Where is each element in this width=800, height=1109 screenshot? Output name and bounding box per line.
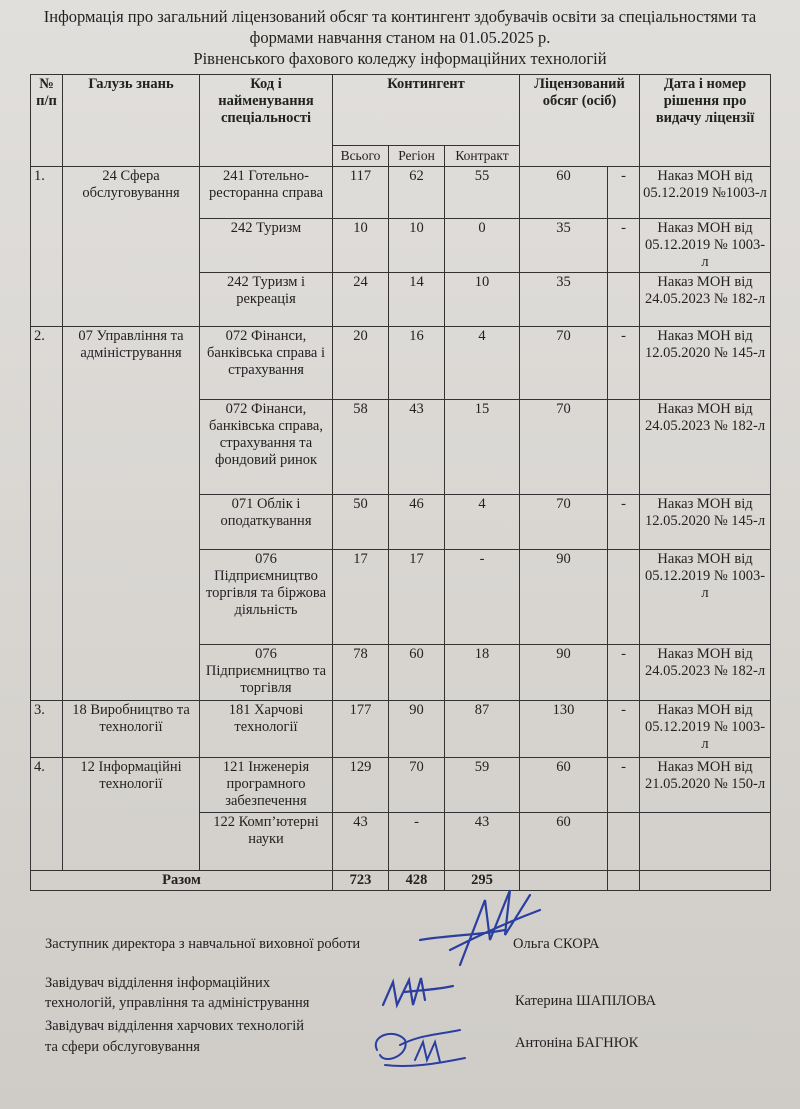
row-dash: -: [608, 219, 640, 273]
row-total: 129: [333, 758, 389, 813]
row-decision: Наказ МОН від 24.05.2023 № 182-л: [640, 645, 771, 701]
signature-name-1: Ольга СКОРА: [513, 936, 600, 952]
header-contingent: Контингент: [333, 75, 520, 146]
table-row: [31, 701, 771, 758]
header-total: Всього: [333, 146, 389, 167]
row-total: 43: [333, 813, 389, 871]
header-decision: Дата і номер рішення про видачу ліцензії: [640, 75, 771, 167]
header-region: Регіон: [389, 146, 445, 167]
row-contract: 10: [445, 273, 520, 327]
summary-row: [31, 871, 771, 891]
row-code: 076 Підприємництво та торгівля: [200, 645, 333, 701]
row-total: 20: [333, 327, 389, 400]
document-title: [20, 6, 780, 69]
row-total: 24: [333, 273, 389, 327]
row-dash: -: [608, 645, 640, 701]
title-line-2: формами навчання станом на 01.05.2025 р.: [249, 28, 551, 47]
row-total: 58: [333, 400, 389, 495]
signature-position-2b: технологій, управління та адміністрування: [45, 995, 310, 1011]
row-dash: -: [608, 495, 640, 550]
row-region: 70: [389, 758, 445, 813]
row-license: 90: [520, 645, 608, 701]
row-code: 242 Туризм: [200, 219, 333, 273]
row-code: 071 Облік і оподаткування: [200, 495, 333, 550]
row-contract: 87: [445, 701, 520, 758]
row-region: 46: [389, 495, 445, 550]
title-line-3: Рівненського фахового коледжу інформаційних технологій: [193, 49, 607, 68]
row-license: 35: [520, 219, 608, 273]
row-total: 17: [333, 550, 389, 645]
row-total: 177: [333, 701, 389, 758]
row-license: 70: [520, 400, 608, 495]
row-contract: 4: [445, 327, 520, 400]
row-num: 4.: [31, 758, 63, 871]
row-code: 241 Готельно-ресторанна справа: [200, 167, 333, 219]
row-total: 78: [333, 645, 389, 701]
row-code: 181 Харчові технології: [200, 701, 333, 758]
summary-total: 723: [333, 871, 389, 891]
row-license: 90: [520, 550, 608, 645]
row-dash: -: [608, 758, 640, 813]
header-license: Ліцензований обсяг (осіб): [520, 75, 640, 167]
row-dash: [608, 813, 640, 871]
header-field: Галузь знань: [63, 75, 200, 167]
row-code: 072 Фінанси, банківська справа і страхування: [200, 327, 333, 400]
row-contract: 55: [445, 167, 520, 219]
signature-position-3b: та сфери обслуговування: [45, 1039, 200, 1055]
signature-name-2: Катерина ШАПІЛОВА: [515, 993, 657, 1009]
row-total: 50: [333, 495, 389, 550]
row-license: 60: [520, 813, 608, 871]
row-region: 10: [389, 219, 445, 273]
row-num: 3.: [31, 701, 63, 758]
row-region: 60: [389, 645, 445, 701]
row-contract: 15: [445, 400, 520, 495]
row-dash: [608, 550, 640, 645]
summary-empty: [608, 871, 640, 891]
row-license: 70: [520, 327, 608, 400]
table-row: [31, 758, 771, 813]
summary-label: Разом: [31, 871, 333, 891]
row-region: 17: [389, 550, 445, 645]
row-num: 2.: [31, 327, 63, 701]
header-contract: Контракт: [445, 146, 520, 167]
row-code: 072 Фінанси, банківська справа, страхування та фондовий ринок: [200, 400, 333, 495]
row-region: -: [389, 813, 445, 871]
row-contract: 4: [445, 495, 520, 550]
row-code: 242 Туризм і рекреація: [200, 273, 333, 327]
row-decision: Наказ МОН від 05.12.2019 №1003-л: [640, 167, 771, 219]
row-decision: Наказ МОН від 05.12.2019 № 1003-л: [640, 550, 771, 645]
row-dash: -: [608, 701, 640, 758]
row-field: 12 Інформаційні технології: [63, 758, 200, 871]
row-decision: Наказ МОН від 12.05.2020 № 145-л: [640, 327, 771, 400]
row-dash: [608, 273, 640, 327]
row-code: 122 Комп’ютерні науки: [200, 813, 333, 871]
row-region: 90: [389, 701, 445, 758]
row-decision: Наказ МОН від 24.05.2023 № 182-л: [640, 273, 771, 327]
row-contract: 18: [445, 645, 520, 701]
row-code: 076 Підприємництво торгівля та біржова діяльність: [200, 550, 333, 645]
row-region: 43: [389, 400, 445, 495]
signature-scribble-3: [365, 1020, 475, 1075]
row-contract: -: [445, 550, 520, 645]
signature-position-1: Заступник директора з навчальної виховної роботи: [45, 936, 361, 952]
row-region: 14: [389, 273, 445, 327]
table-row: [31, 167, 771, 219]
row-license: 60: [520, 167, 608, 219]
row-license: 130: [520, 701, 608, 758]
row-license: 70: [520, 495, 608, 550]
row-dash: [608, 400, 640, 495]
row-region: 62: [389, 167, 445, 219]
header-num: № п/п: [31, 75, 63, 167]
row-license: 60: [520, 758, 608, 813]
row-field: 18 Виробництво та технології: [63, 701, 200, 758]
signature-scribble-1: [410, 880, 550, 975]
title-line-1: Інформація про загальний ліцензований обсяг та контингент здобувачів освіти за спеціальностями та: [43, 7, 757, 26]
row-field: 07 Управління та адміністрування: [63, 327, 200, 701]
signature-position-2a: Завідувач відділення інформаційних: [45, 975, 271, 991]
row-field: 24 Сфера обслуговування: [63, 167, 200, 327]
row-dash: -: [608, 167, 640, 219]
contingent-table: [30, 74, 771, 891]
row-decision: Наказ МОН від 12.05.2020 № 145-л: [640, 495, 771, 550]
row-region: 16: [389, 327, 445, 400]
row-decision: Наказ МОН від 21.05.2020 № 150-л: [640, 758, 771, 813]
row-contract: 59: [445, 758, 520, 813]
summary-contract: 295: [445, 871, 520, 891]
row-num: 1.: [31, 167, 63, 327]
header-code: Код і найменування спеціальності: [200, 75, 333, 167]
row-license: 35: [520, 273, 608, 327]
signature-position-3a: Завідувач відділення харчових технологій: [45, 1018, 305, 1034]
row-code: 121 Інженерія програмного забезпечення: [200, 758, 333, 813]
signature-scribble-2: [375, 970, 465, 1015]
row-decision: Наказ МОН від 24.05.2023 № 182-л: [640, 400, 771, 495]
row-decision: Наказ МОН від 05.12.2019 № 1003-л: [640, 219, 771, 273]
row-contract: 0: [445, 219, 520, 273]
row-decision: Наказ МОН від 05.12.2019 № 1003-л: [640, 701, 771, 758]
summary-empty: [640, 871, 771, 891]
row-decision: [640, 813, 771, 871]
summary-region: 428: [389, 871, 445, 891]
row-contract: 43: [445, 813, 520, 871]
row-dash: -: [608, 327, 640, 400]
table-row: [31, 327, 771, 400]
signature-name-3: Антоніна БАГНЮК: [515, 1035, 639, 1051]
row-total: 117: [333, 167, 389, 219]
row-total: 10: [333, 219, 389, 273]
